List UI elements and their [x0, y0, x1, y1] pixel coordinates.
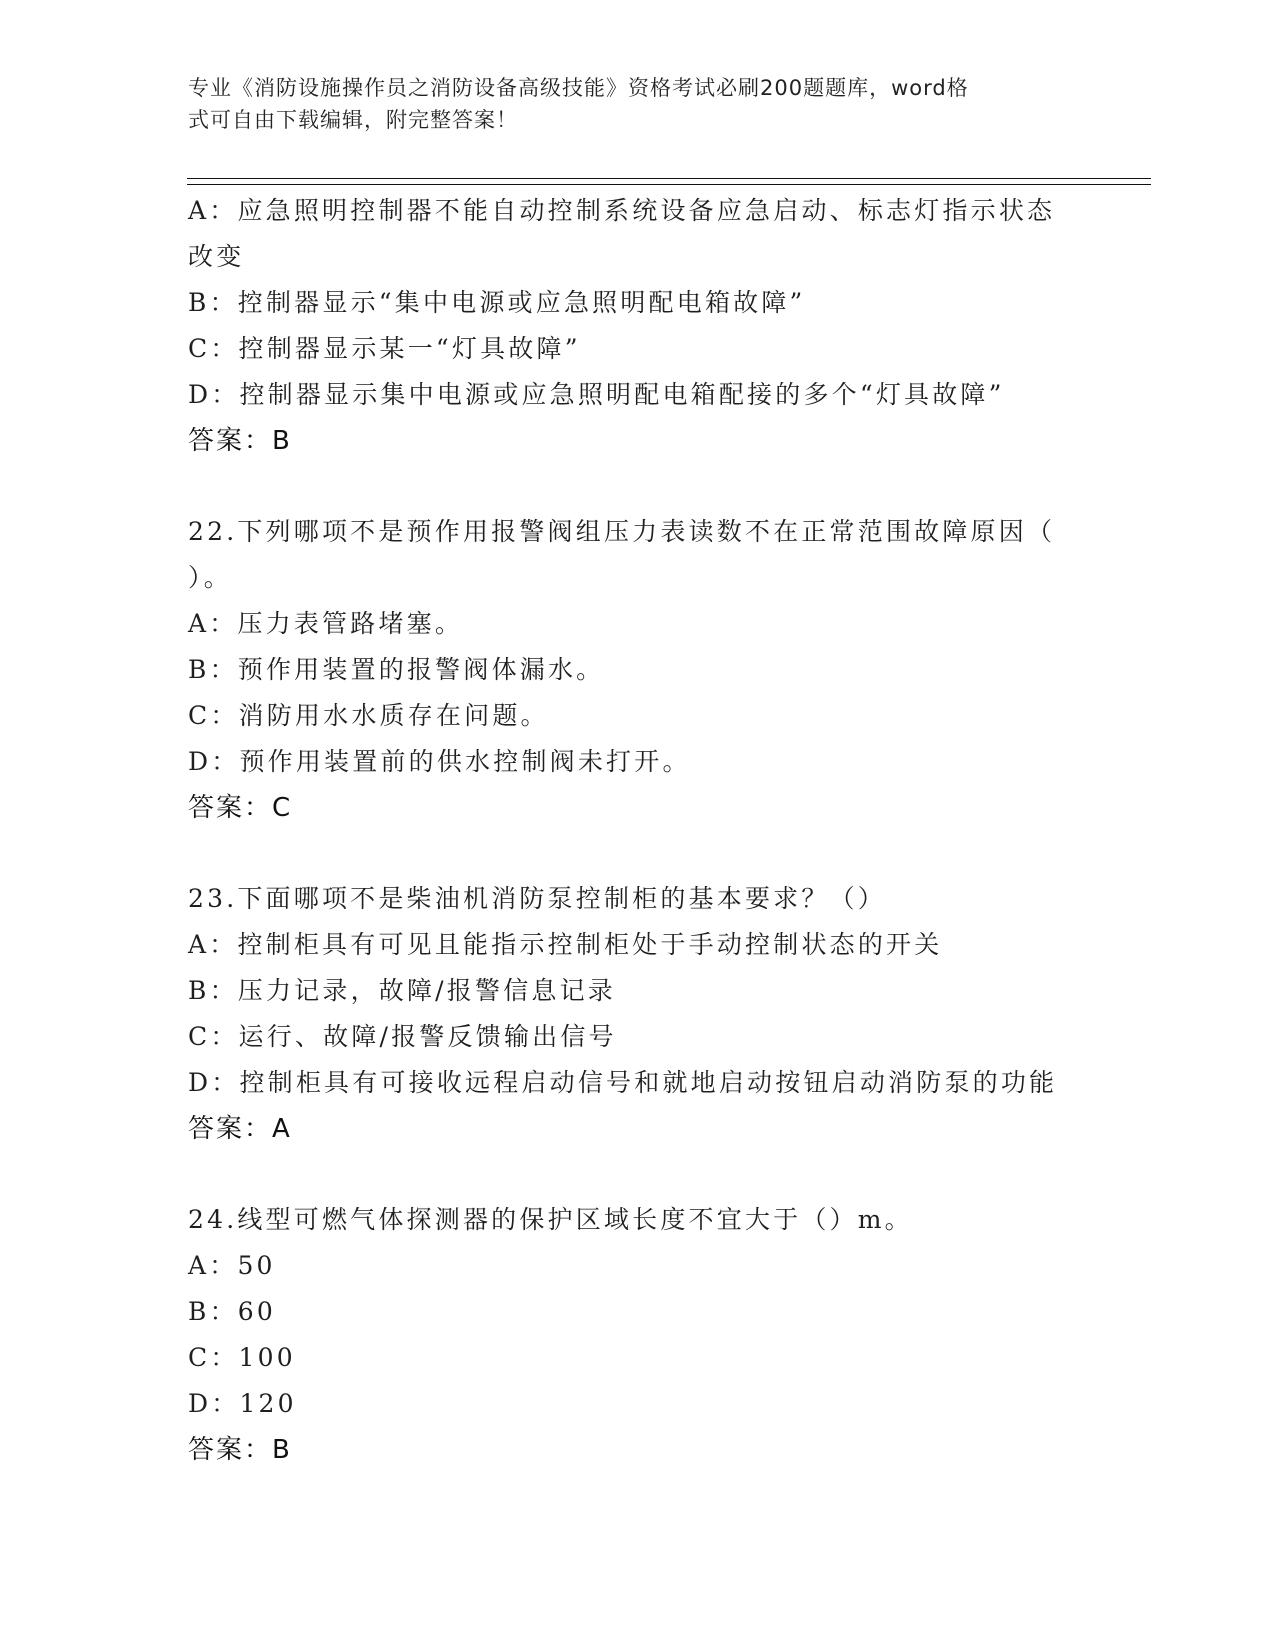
option-a: A：压力表管路堵塞。: [188, 609, 464, 638]
answer-line: 答案：B: [188, 1435, 292, 1465]
question-stem: 23.下面哪项不是柴油机消防泵控制柜的基本要求？（）: [188, 884, 886, 913]
question-24: [188, 1197, 1068, 1473]
question-stem-continued: ）。: [188, 563, 232, 592]
question-22: [188, 509, 1068, 831]
answer-line: 答案：C: [188, 793, 293, 823]
document-body: [188, 188, 1068, 1518]
option-b: B：60: [188, 1297, 276, 1326]
header-line-1: 专业《消防设施操作员之消防设备高级技能》资格考试必刷200题题库，word格: [188, 76, 969, 100]
option-d: D：控制器显示集中电源或应急照明配电箱配接的多个“灯具故障”: [188, 380, 1005, 409]
option-c: C：100: [188, 1343, 296, 1372]
option-b: B：压力记录，故障/报警信息记录: [188, 976, 616, 1005]
option-c: C：运行、故障/报警反馈输出信号: [188, 1022, 617, 1051]
document-header: [188, 72, 1068, 136]
option-c: C：消防用水水质存在问题。: [188, 701, 549, 730]
answer-line: 答案：A: [188, 1114, 292, 1144]
question-stem: 24.线型可燃气体探测器的保护区域长度不宜大于（）m。: [188, 1205, 913, 1234]
option-a-continued: 改变: [188, 242, 245, 271]
option-a: A：50: [188, 1251, 276, 1280]
question-23: [188, 876, 1068, 1152]
option-a: A：控制柜具有可见且能指示控制柜处于手动控制状态的开关: [188, 930, 943, 959]
answer-line: 答案：B: [188, 426, 292, 456]
option-d: D：120: [188, 1389, 297, 1418]
option-a: A：应急照明控制器不能自动控制系统设备应急启动、标志灯指示状态: [188, 196, 1056, 225]
question-stem: 22.下列哪项不是预作用报警阀组压力表读数不在正常范围故障原因（: [188, 517, 1056, 546]
header-divider-top: [187, 178, 1151, 179]
option-b: B：控制器显示“集中电源或应急照明配电箱故障”: [188, 288, 806, 317]
option-d: D：预作用装置前的供水控制阀未打开。: [188, 747, 691, 776]
option-b: B：预作用装置的报警阀体漏水。: [188, 655, 605, 684]
header-divider-bottom: [187, 184, 1151, 185]
option-d: D：控制柜具有可接收远程启动信号和就地启动按钮启动消防泵的功能: [188, 1068, 1058, 1097]
option-c: C：控制器显示某一“灯具故障”: [188, 334, 581, 363]
question-21-continued: [188, 188, 1068, 464]
header-line-2: 式可自由下载编辑，附完整答案！: [188, 108, 518, 132]
